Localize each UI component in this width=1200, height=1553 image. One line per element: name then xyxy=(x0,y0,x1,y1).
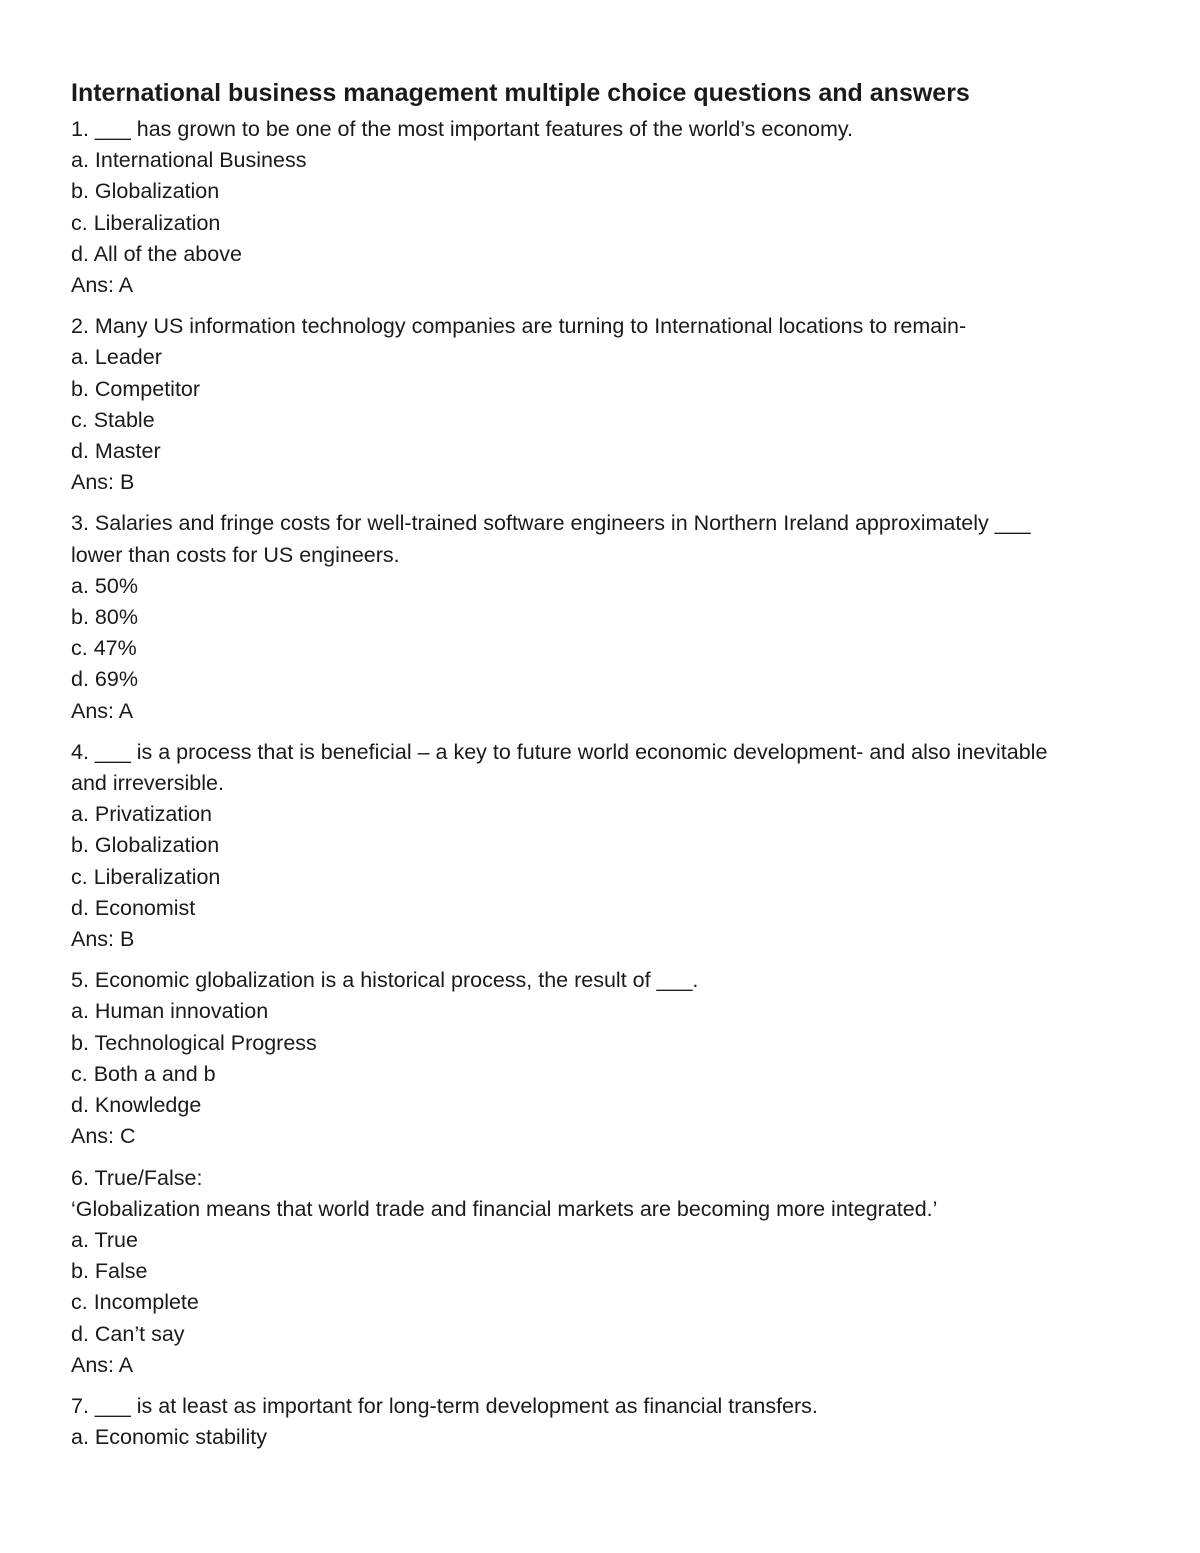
question-block xyxy=(71,965,1133,1152)
answer-option: b. 80% xyxy=(71,605,138,630)
answer-option: d. Economist xyxy=(71,895,196,920)
answer-key: Ans: B xyxy=(71,470,135,495)
question-text: 7. ___ is at least as important for long-term development as financial transfers. xyxy=(71,1393,818,1418)
answer-key: Ans: A xyxy=(71,273,134,298)
answer-option: a. Privatization xyxy=(71,802,213,827)
question-text: 2. Many US information technology companies are turning to International locations to remain- xyxy=(71,314,967,339)
answer-option: d. Can’t say xyxy=(71,1321,185,1346)
question-text: and irreversible. xyxy=(71,771,224,796)
answer-option: c. 47% xyxy=(71,636,137,661)
question-block xyxy=(71,508,1133,726)
question-text: 6. True/False: xyxy=(71,1165,203,1190)
answer-option: a. True xyxy=(71,1227,138,1252)
question-block xyxy=(71,1163,1133,1381)
answer-key: Ans: A xyxy=(71,1352,134,1377)
answer-option: a. 50% xyxy=(71,573,138,598)
document-content xyxy=(71,76,1133,1463)
question-list xyxy=(71,114,1133,1453)
answer-option: c. Incomplete xyxy=(71,1290,199,1315)
question-text: ‘Globalization means that world trade and financial markets are becoming more integrated.’ xyxy=(71,1196,938,1221)
answer-key: Ans: A xyxy=(71,698,134,723)
answer-key: Ans: B xyxy=(71,927,135,952)
answer-option: c. Both a and b xyxy=(71,1061,216,1086)
answer-option: d. Master xyxy=(71,439,161,464)
answer-option: c. Stable xyxy=(71,407,155,432)
answer-option: d. Knowledge xyxy=(71,1093,202,1118)
answer-option: d. 69% xyxy=(71,667,138,692)
question-block xyxy=(71,311,1133,498)
question-text: 4. ___ is a process that is beneficial – a key to future world economic development- and also inevitable xyxy=(71,739,1048,764)
answer-option: c. Liberalization xyxy=(71,864,221,889)
answer-option: b. Globalization xyxy=(71,179,220,204)
answer-option: b. Globalization xyxy=(71,833,220,858)
answer-option: c. Liberalization xyxy=(71,210,221,235)
answer-option: b. False xyxy=(71,1259,148,1284)
answer-option: b. Competitor xyxy=(71,376,201,401)
question-text: 5. Economic globalization is a historical process, the result of ___. xyxy=(71,968,699,993)
question-text: 1. ___ has grown to be one of the most important features of the world’s economy. xyxy=(71,117,854,141)
answer-key: Ans: C xyxy=(71,1124,136,1149)
answer-option: a. Human innovation xyxy=(71,999,269,1024)
question-text: 3. Salaries and fringe costs for well-trained software engineers in Northern Ireland approximately ___ xyxy=(71,511,1031,536)
answer-option: a. Leader xyxy=(71,345,162,370)
document-title: International business management multiple choice questions and answers xyxy=(71,79,970,107)
question-block xyxy=(71,114,1133,301)
answer-option: a. International Business xyxy=(71,148,307,173)
answer-option: d. All of the above xyxy=(71,241,242,266)
question-text: lower than costs for US engineers. xyxy=(71,542,400,567)
answer-option: a. Economic stability xyxy=(71,1425,267,1450)
question-block xyxy=(71,1391,1133,1453)
answer-option: b. Technological Progress xyxy=(71,1030,317,1055)
question-block xyxy=(71,737,1133,955)
